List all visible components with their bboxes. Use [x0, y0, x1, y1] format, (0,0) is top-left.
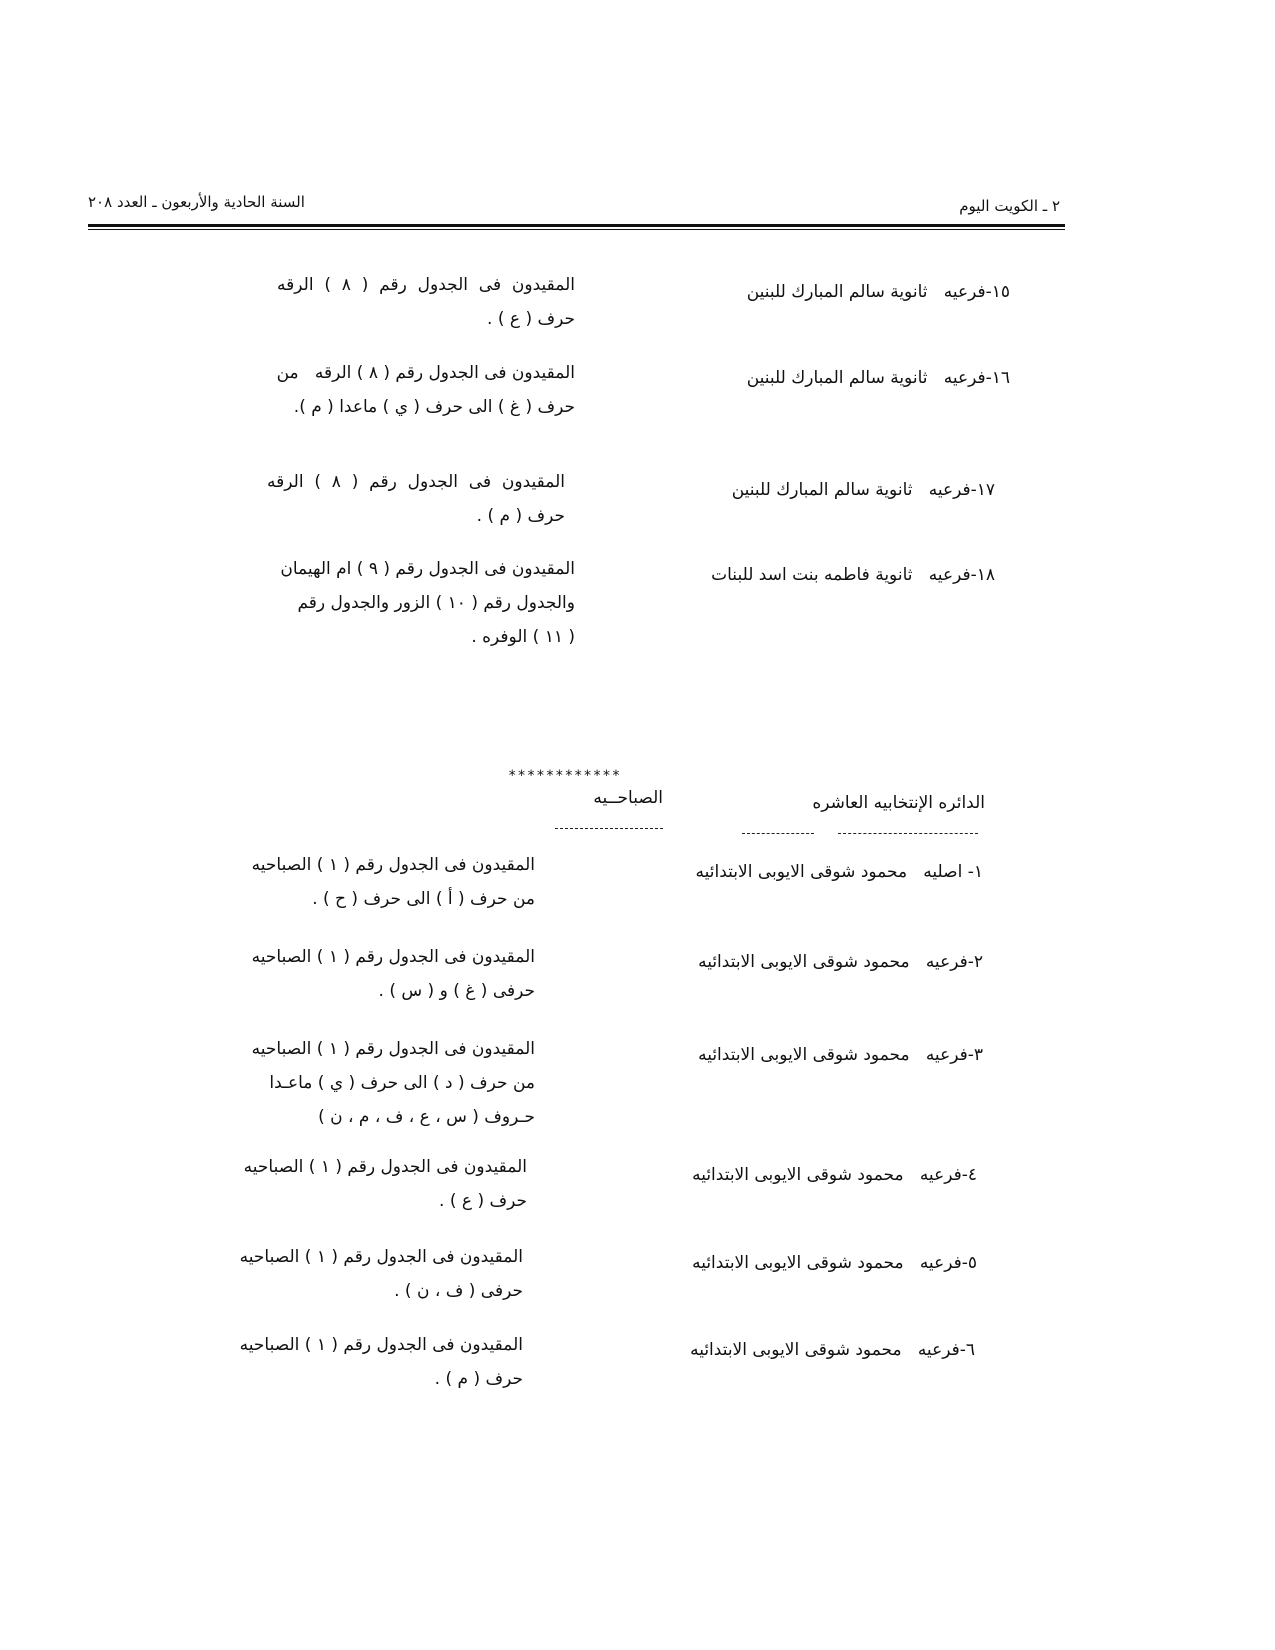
district-title: الدائره الإنتخابيه العاشره	[812, 793, 985, 813]
entry-line: من حرف ( د ) الى حرف ( ي ) ماعـدا	[269, 1073, 535, 1093]
entry-label: ١٨-فرعيه ثانوية فاطمه بنت اسد للبنات	[711, 565, 995, 585]
entry-line: المقيدون فى الجدول رقم ( ١ ) الصباحيه	[239, 1247, 523, 1267]
header-issue-title: ٢ ـ الكويت اليوم	[959, 197, 1060, 215]
entry-description	[15, 552, 575, 654]
entry-description	[0, 1150, 527, 1218]
area-underline	[555, 828, 663, 829]
entry-line: حرف ( ع ) .	[439, 1191, 527, 1211]
entry-description	[15, 268, 575, 336]
district-underline-short	[742, 833, 814, 834]
entry-label: ٤-فرعيه محمود شوقى الايوبى الابتدائيه	[692, 1165, 977, 1185]
entry-line: المقيدون فى الجدول رقم ( ١ ) الصباحيه	[239, 1335, 523, 1355]
area-title: الصباحــيه	[593, 788, 663, 808]
entry-line: المقيدون فى الجدول رقم ( ٨ ) الرقه	[267, 472, 565, 492]
entry-description	[0, 940, 535, 1008]
entry-line: حرف ( غ ) الى حرف ( ي ) ماعدا ( م ).	[293, 397, 575, 417]
entry-label: ١٥-فرعيه ثانوية سالم المبارك للبنين	[746, 282, 1010, 302]
entry-label: ٥-فرعيه محمود شوقى الايوبى الابتدائيه	[692, 1253, 977, 1273]
entry-label: ٣-فرعيه محمود شوقى الايوبى الابتدائيه	[698, 1045, 983, 1065]
entry-line: حرفى ( غ ) و ( س ) .	[378, 981, 535, 1001]
header-rule	[88, 224, 1065, 227]
header-rule-thin	[88, 229, 1065, 230]
entry-line: المقيدون فى الجدول رقم ( ٨ ) الرقه من	[276, 363, 575, 383]
entry-line: حرف ( ع ) .	[487, 309, 575, 329]
entry-label: ١- اصليه محمود شوقى الايوبى الابتدائيه	[695, 862, 983, 882]
entry-label: ١٧-فرعيه ثانوية سالم المبارك للبنين	[731, 480, 995, 500]
entry-label: ٦-فرعيه محمود شوقى الايوبى الابتدائيه	[690, 1340, 975, 1360]
entry-line: ( ١١ ) الوفره .	[471, 627, 575, 647]
entry-label: ١٦-فرعيه ثانوية سالم المبارك للبنين	[746, 368, 1010, 388]
entry-line: المقيدون فى الجدول رقم ( ٩ ) ام الهيمان	[280, 559, 575, 579]
header-issue-number: السنة الحادية والأربعون ـ العدد ٢٠٨	[88, 193, 305, 211]
entry-line: حرف ( م ) .	[434, 1369, 523, 1389]
entry-line: حرفى ( ف ، ن ) .	[394, 1281, 523, 1301]
entry-description	[5, 465, 565, 533]
entry-line: المقيدون فى الجدول رقم ( ٨ ) الرقه	[277, 275, 575, 295]
entry-line: المقيدون فى الجدول رقم ( ١ ) الصباحيه	[251, 855, 535, 875]
entry-label: ٢-فرعيه محمود شوقى الايوبى الابتدائيه	[698, 952, 983, 972]
entry-line: حـروف ( س ، ع ، ف ، م ، ن )	[318, 1107, 535, 1127]
entry-line: حرف ( م ) .	[476, 506, 565, 526]
entry-line: والجدول رقم ( ١٠ ) الزور والجدول رقم	[297, 593, 575, 613]
entry-description	[0, 1240, 523, 1308]
separator-stars: ************	[508, 768, 622, 784]
district-underline-long	[838, 833, 978, 834]
entry-description	[0, 848, 535, 916]
entry-description	[0, 1032, 535, 1134]
entry-line: المقيدون فى الجدول رقم ( ١ ) الصباحيه	[243, 1157, 527, 1177]
entry-description	[15, 356, 575, 424]
entry-description	[0, 1328, 523, 1396]
entry-line: المقيدون فى الجدول رقم ( ١ ) الصباحيه	[251, 947, 535, 967]
entry-line: من حرف ( أ ) الى حرف ( ح ) .	[312, 889, 535, 909]
entry-line: المقيدون فى الجدول رقم ( ١ ) الصباحيه	[251, 1039, 535, 1059]
